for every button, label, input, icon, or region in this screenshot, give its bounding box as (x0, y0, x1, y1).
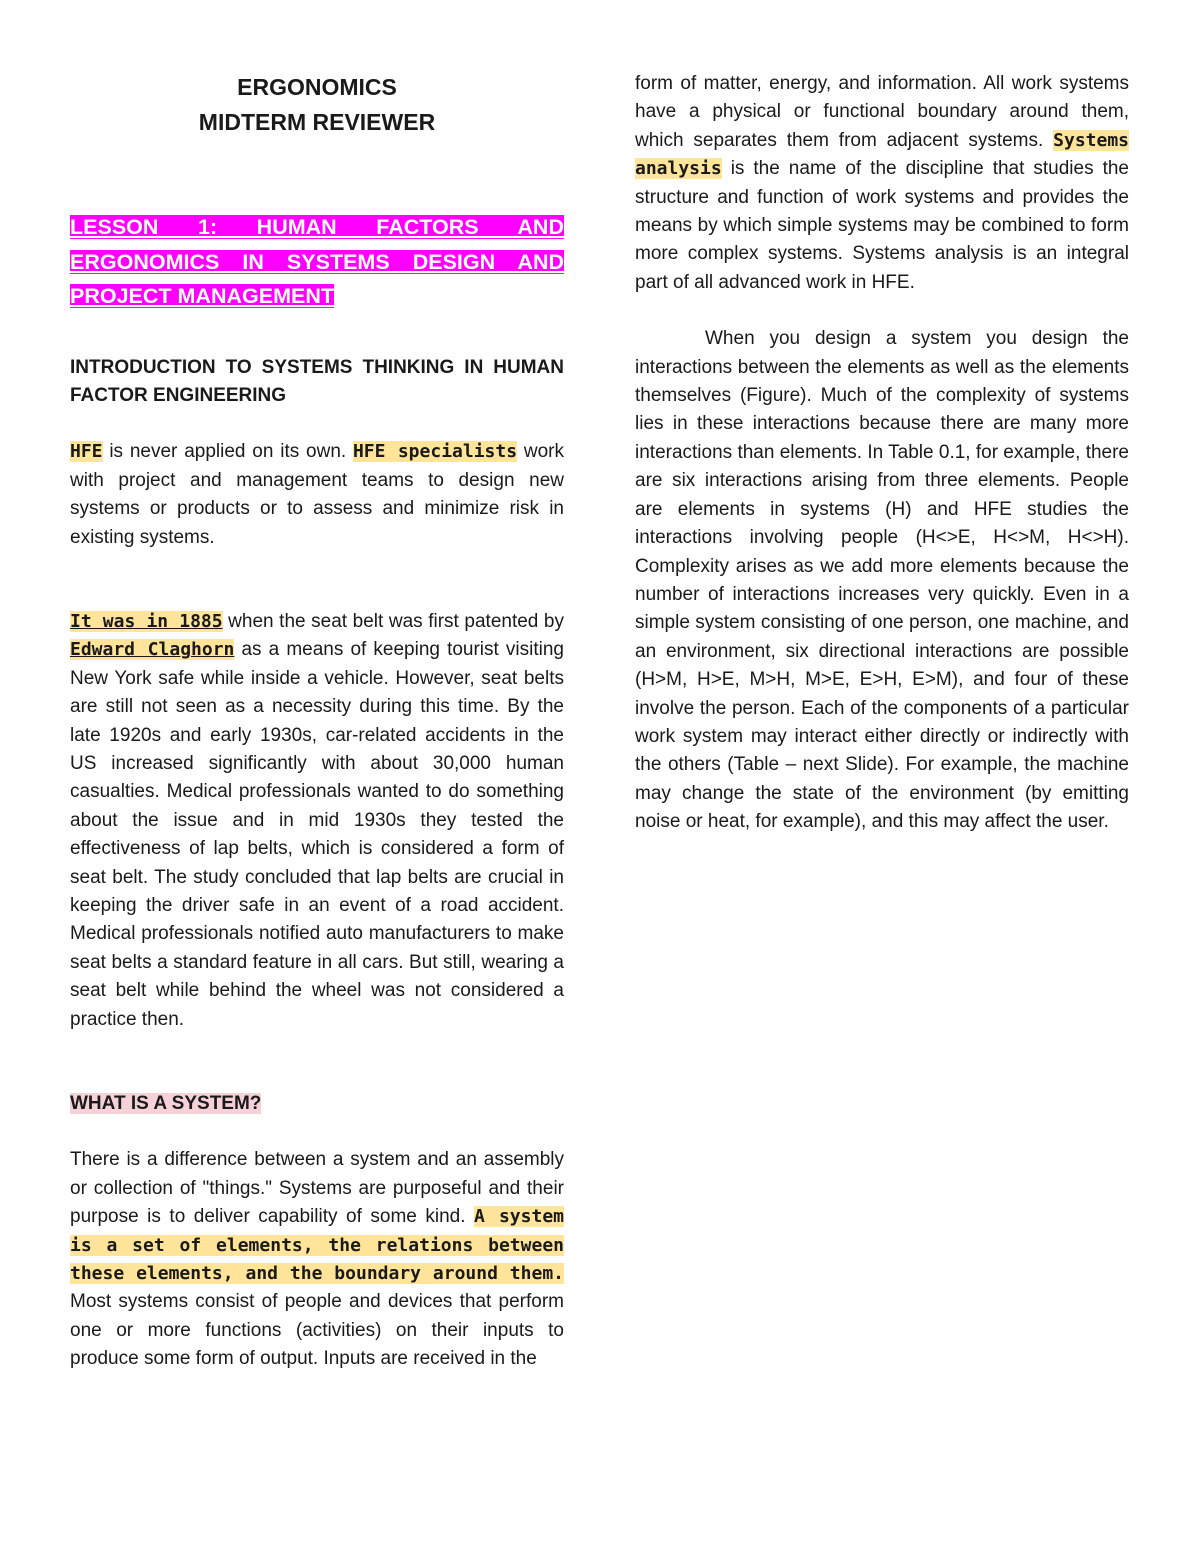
system-heading-text: WHAT IS A SYSTEM? (70, 1093, 262, 1115)
system-paragraph-1: There is a difference between a system and an assembly or collection of "things." Systems are purposeful and their purpose is to deliver capability of some kind. A system is a set of elements, the relations between these elements, and the boundary around them. Most systems consist of people and devices that perform one or more functions (activities) on their inputs to produce some form of output. Inputs are received in the (70, 1149, 564, 1370)
year-term: It was in 1885 (70, 610, 223, 632)
system-definition: A system is a set of elements, the relations between these elements, and the boundary around them. (70, 1206, 564, 1285)
left-column (70, 70, 564, 1374)
inventor-name: Edward Claghorn (70, 639, 235, 661)
right-paragraph-1: form of matter, energy, and information. All work systems have a physical or functional boundary around them, which separates them from adjacent systems. Systems analysis is the name of the discipline that studies the structure and function of work systems and provides the means by which simple systems may be combined to form more complex systems. Systems analysis is an integral part of all advanced work in HFE. (635, 73, 1129, 293)
document-title: ERGONOMICS (237, 74, 397, 100)
intro-paragraph-2: It was in 1885 when the seat belt was first patented by Edward Claghorn as a means of keeping tourist visiting New York safe while inside a vehicle. However, seat belts are still not seen as a necessity during this time. By the late 1920s and early 1930s, car-related accidents in the US increased significantly with about 30,000 human casualties. Medical professionals wanted to do something about the issue and in mid 1930s they tested the effectiveness of lap belts, which is considered a form of seat belt. The study concluded that lap belts are crucial in keeping the driver safe in an event of a road accident. Medical professionals notified auto manufacturers to make seat belts a standard feature in all cars. But still, wearing a seat belt while behind the wheel was not considered a practice then. (70, 610, 565, 1030)
hfe-specialists-term: HFE specialists (352, 441, 518, 463)
lesson-title (70, 210, 564, 314)
hfe-term: HFE (70, 441, 103, 463)
title-block (70, 70, 564, 140)
systems-analysis-term: Systems analysis (635, 129, 1129, 180)
intro-paragraph-1: HFE is never applied on its own. HFE specialists work with project and management teams to design new systems or products or to assess and minimize risk in existing systems. (70, 441, 564, 548)
lesson-title-text: LESSON 1: HUMAN FACTORS AND ERGONOMICS IN SYSTEMS DESIGN AND PROJECT MANAGEMENT (70, 215, 564, 308)
document-subtitle: MIDTERM REVIEWER (198, 109, 436, 135)
right-column (635, 70, 1129, 837)
system-heading (70, 1090, 564, 1118)
intro-heading: INTRODUCTION TO SYSTEMS THINKING IN HUMAN FACTOR ENGINEERING (70, 356, 564, 406)
right-paragraph-2: When you design a system you design the interactions between the elements as well as the elements themselves (Figure). Much of the complexity of systems lies in these interactions because there are many more interactions than elements. In Table 0.1, for example, there are six interactions arising from three elements. People are elements in systems (H) and HFE studies the interactions involving people (H<>E, H<>M, H<>H). Complexity arises as we add more elements because the number of interactions increases very quickly. Even in a simple system consisting of one person, one machine, and an environment, six directional interactions are possible (H>M, H>E, M>H, M>E, E>H, E>M), and four of these involve the person. Each of the components of a particular work system may interact either directly or indirectly with the others (Table – next Slide). For example, the machine may change the state of the environment (by emitting noise or heat, for example), and this may affect the user. (635, 328, 1129, 833)
